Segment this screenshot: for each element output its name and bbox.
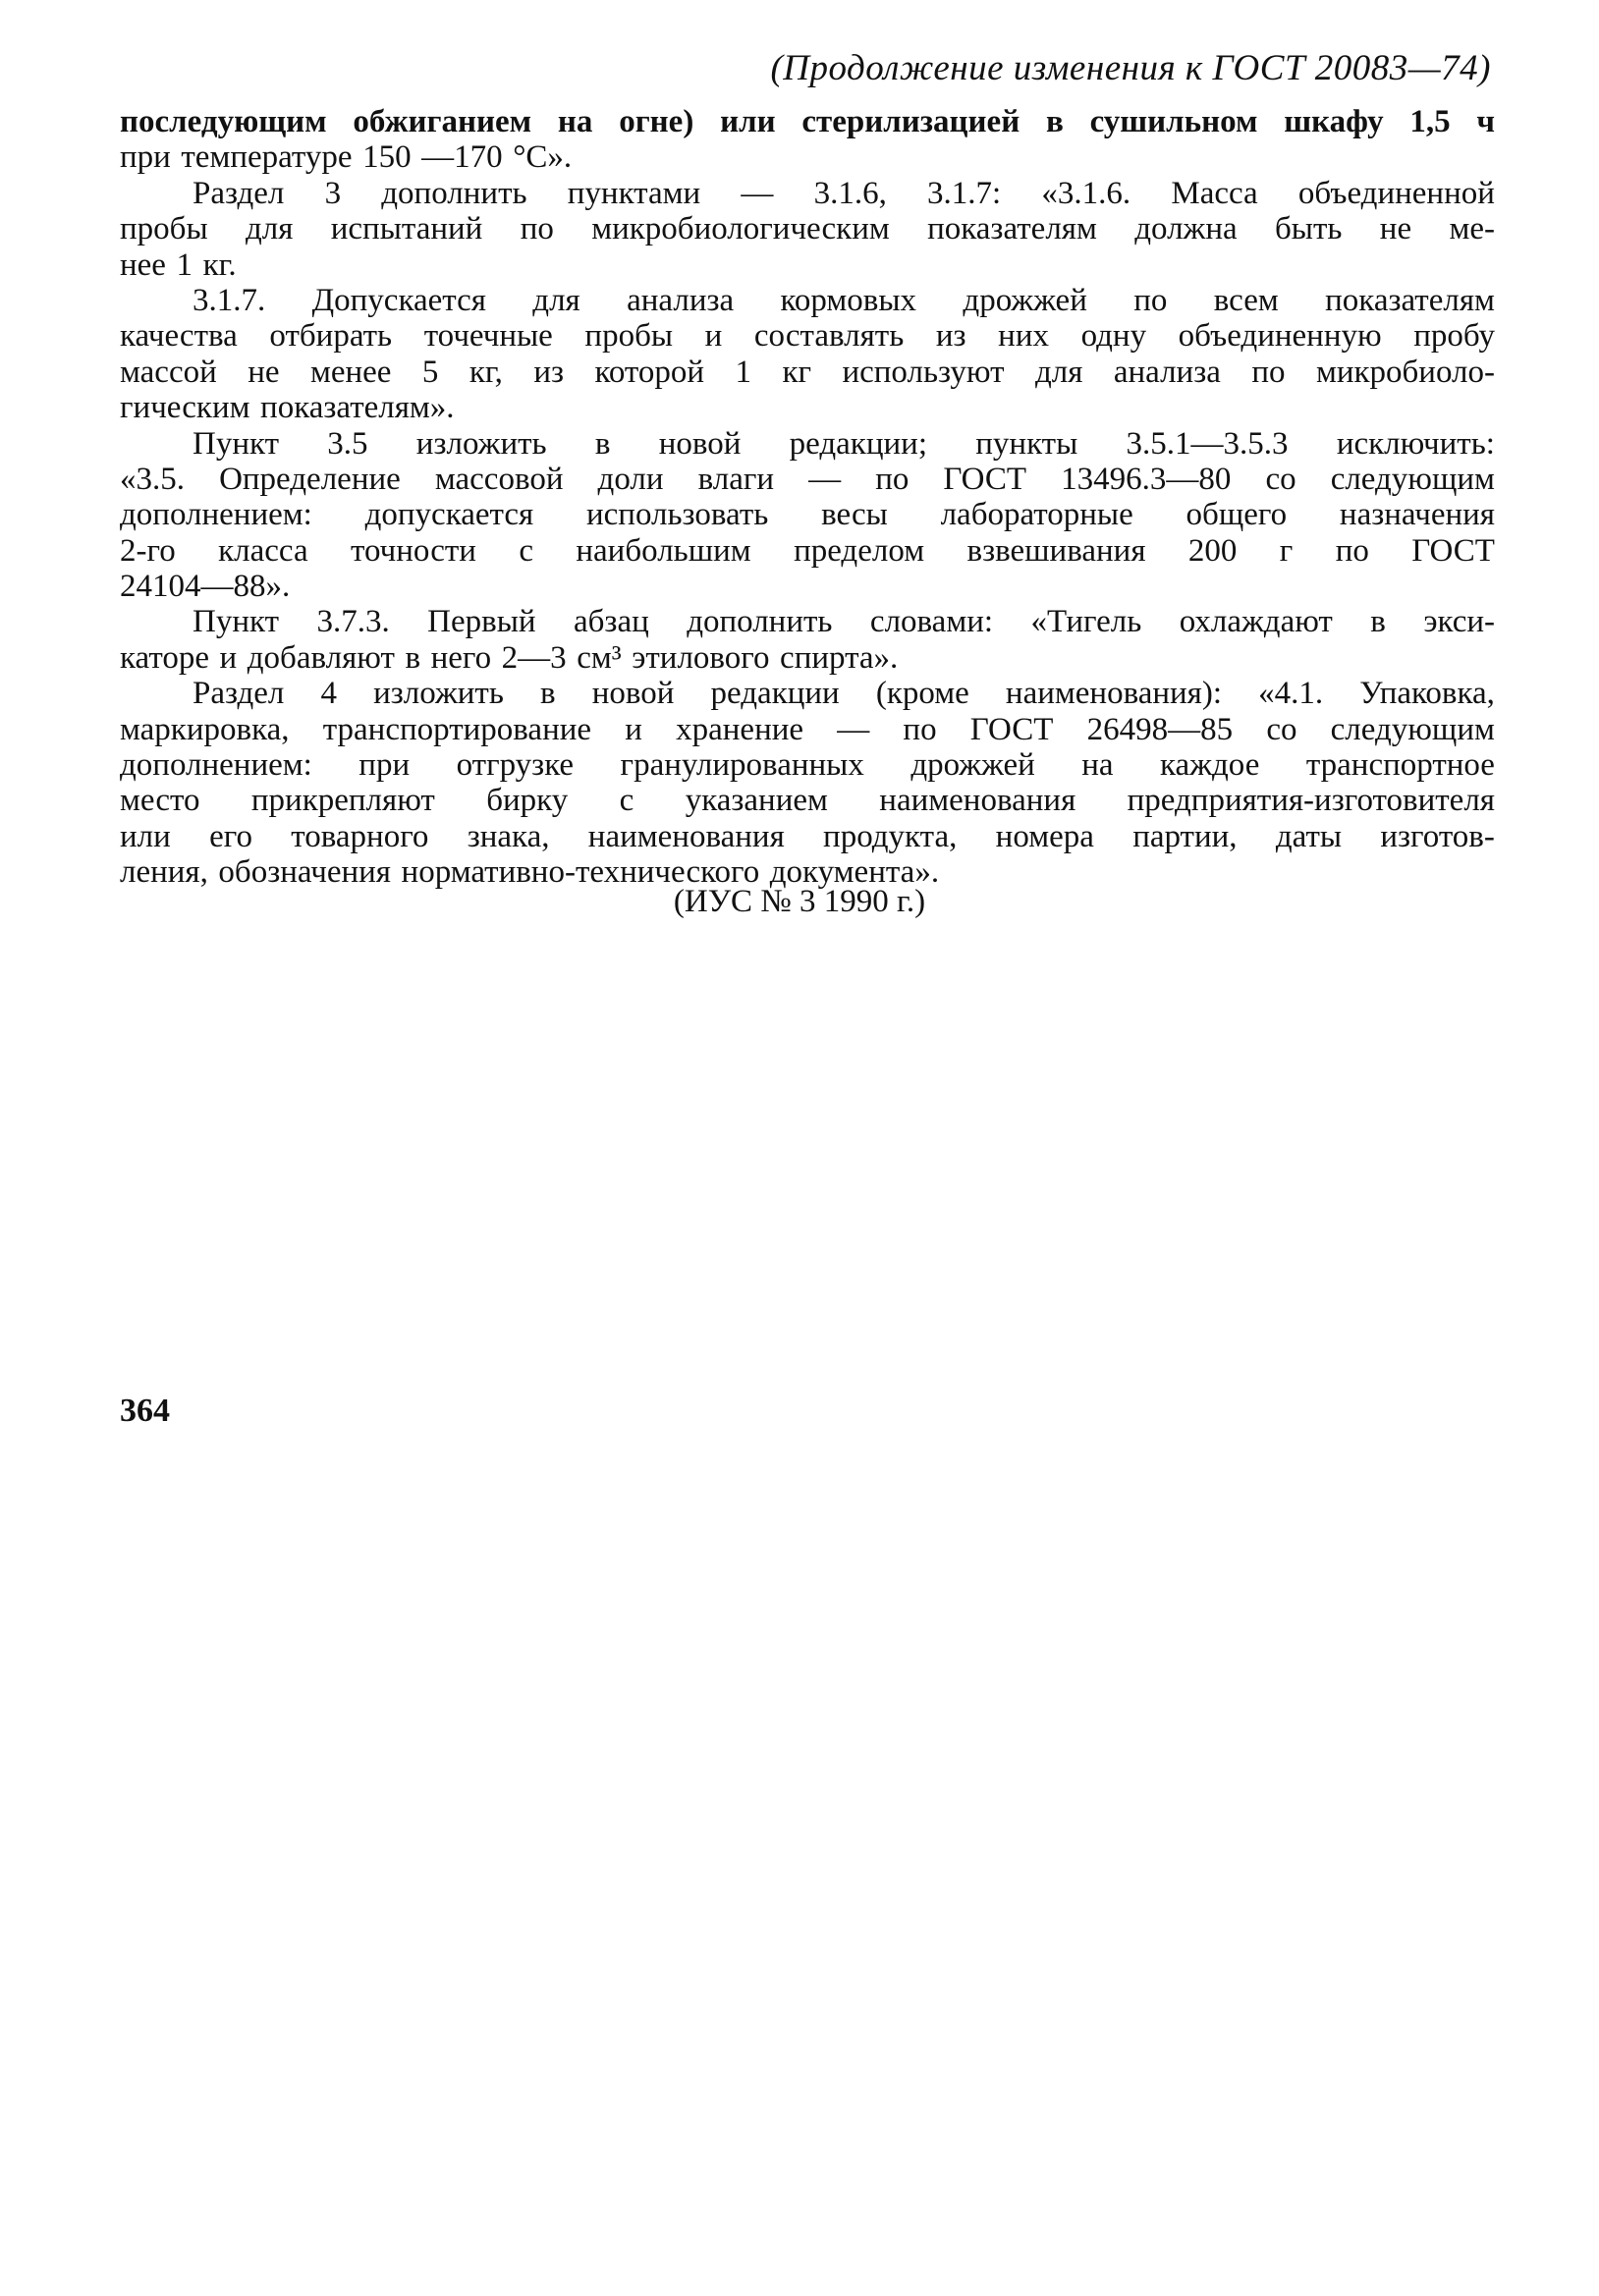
word: отгрузке: [456, 747, 575, 784]
word: и: [704, 318, 723, 355]
word: 3.1.7:: [927, 175, 1002, 211]
text-line: [120, 819, 1495, 854]
word: со: [1265, 461, 1296, 497]
word: наименования):: [1005, 676, 1223, 712]
word: его: [209, 818, 252, 854]
word: влаги: [697, 461, 775, 497]
word: 1: [735, 354, 752, 390]
text-line: [120, 355, 1495, 390]
word: доли: [597, 461, 664, 497]
word: место: [120, 783, 200, 819]
word: в: [1045, 104, 1064, 139]
word: бирку: [486, 783, 569, 819]
word: быть: [1275, 211, 1343, 247]
text-line: [120, 104, 1495, 139]
word: класса: [218, 532, 308, 569]
word: 200: [1187, 532, 1238, 569]
word: показателям: [1325, 282, 1495, 318]
word: точечные: [423, 318, 553, 355]
word: «3.5.: [120, 461, 185, 497]
word: дополнением:: [120, 497, 312, 533]
word: экси-: [1423, 604, 1495, 640]
word: обозначения: [218, 854, 391, 891]
word: и: [625, 711, 642, 747]
publication-reference: (ИУС № 3 1990 г.): [673, 884, 926, 919]
word: кг: [782, 354, 812, 390]
word: добавляют: [247, 639, 395, 676]
word: стерилизацией: [801, 104, 1020, 139]
word: температуре: [181, 139, 353, 176]
word: 1,5: [1409, 104, 1451, 139]
word: использовать: [585, 497, 769, 533]
word: показателям: [927, 211, 1097, 247]
word: одну: [1080, 318, 1147, 355]
word: для: [245, 211, 294, 247]
word: ГОСТ: [1411, 532, 1495, 569]
word: см³: [577, 639, 622, 676]
word: массой: [120, 354, 217, 390]
word: 3.5: [327, 425, 368, 462]
word: номера: [995, 818, 1094, 854]
word: документа».: [769, 854, 940, 891]
word: обжиганием: [353, 104, 532, 139]
word: составлять: [753, 318, 905, 355]
word: дрожжей: [963, 282, 1087, 318]
word: огне): [619, 104, 694, 139]
word: допускается: [364, 497, 534, 533]
word: 3: [324, 175, 342, 211]
word: на: [1081, 747, 1114, 784]
word: следующим: [1330, 711, 1495, 747]
word: в: [1370, 604, 1386, 640]
text-line: [120, 497, 1495, 532]
word: по: [1251, 354, 1286, 390]
word: «3.1.6.: [1041, 175, 1131, 211]
word: лабораторные: [940, 497, 1133, 533]
word: 24104—88».: [120, 569, 291, 605]
word: используют: [842, 354, 1005, 390]
word: шкафу: [1284, 104, 1384, 139]
word: пробы: [120, 211, 208, 247]
word: или: [120, 818, 171, 854]
word: при: [120, 139, 171, 176]
word: —: [741, 175, 774, 211]
word: указанием: [685, 783, 828, 819]
word: изложить: [415, 425, 547, 462]
word: 3.1.6,: [813, 175, 887, 211]
word: на: [557, 104, 593, 139]
word: кормовых: [780, 282, 917, 318]
text-line: [120, 318, 1495, 354]
word: с: [519, 532, 533, 569]
word: дрожжей: [910, 747, 1035, 784]
word: Масса: [1171, 175, 1258, 211]
word: знака,: [467, 818, 550, 854]
word: которой: [594, 354, 705, 390]
word: 150: [362, 139, 412, 176]
word: Упаковка,: [1359, 676, 1495, 712]
word: гическим: [120, 390, 250, 426]
word: дополнить: [687, 604, 833, 640]
word: спирта».: [780, 639, 899, 676]
word: даты: [1275, 818, 1343, 854]
word: продукта,: [823, 818, 958, 854]
word: 4: [320, 676, 337, 712]
word: «Тигель: [1030, 604, 1142, 640]
word: из: [935, 318, 966, 355]
word: массовой: [434, 461, 564, 497]
word: анализа: [627, 282, 735, 318]
word: последующим: [120, 104, 327, 139]
text-line: [120, 604, 1495, 639]
word: испытаний: [330, 211, 483, 247]
word: не: [1379, 211, 1412, 247]
word: прикрепляют: [250, 783, 435, 819]
word: показателям».: [260, 390, 455, 426]
word: 1: [176, 246, 193, 283]
word: для: [532, 282, 580, 318]
word: редакции: [710, 676, 840, 712]
word: °С».: [513, 139, 573, 176]
text-line: [120, 712, 1495, 747]
word: изготов-: [1380, 818, 1495, 854]
word: пробу: [1413, 318, 1495, 355]
word: при: [358, 747, 411, 784]
word: ГОСТ: [943, 461, 1027, 497]
text-line: [120, 569, 1495, 604]
word: Первый: [427, 604, 536, 640]
word: пункты: [975, 425, 1078, 462]
word: предприятия-изготовителя: [1127, 783, 1495, 819]
word: абзац: [573, 604, 649, 640]
word: транспортное: [1305, 747, 1495, 784]
word: 13496.3—80: [1061, 461, 1232, 497]
word: товарного: [291, 818, 429, 854]
word: назначения: [1339, 497, 1495, 533]
word: по: [1133, 282, 1168, 318]
word: в: [540, 676, 556, 712]
body-text: [120, 104, 1495, 891]
word: из: [533, 354, 565, 390]
word: ч: [1476, 104, 1495, 139]
word: изложить: [373, 676, 504, 712]
word: пунктами: [567, 175, 701, 211]
word: этилового: [632, 639, 770, 676]
word: Пункт: [193, 425, 280, 462]
word: не: [248, 354, 280, 390]
word: анализа: [1113, 354, 1221, 390]
word: кг.: [202, 246, 237, 283]
word: отбирать: [269, 318, 393, 355]
word: в: [594, 425, 611, 462]
word: следующим: [1330, 461, 1495, 497]
word: весы: [821, 497, 888, 533]
word: должна: [1134, 211, 1238, 247]
word: по: [1335, 532, 1369, 569]
word: 2-го: [120, 532, 176, 569]
page-number: 364: [120, 1393, 170, 1429]
word: по: [903, 711, 937, 747]
word: в: [405, 639, 421, 676]
text-line: [120, 640, 1495, 676]
word: новой: [591, 676, 675, 712]
word: транспортирование: [322, 711, 592, 747]
word: микробиологическим: [591, 211, 890, 247]
word: 2—3: [501, 639, 567, 676]
word: общего: [1185, 497, 1288, 533]
word: менее: [309, 354, 392, 390]
text-line: [120, 533, 1495, 569]
text-line: [120, 139, 1495, 175]
word: наибольшим: [576, 532, 751, 569]
word: них: [998, 318, 1049, 355]
word: ме-: [1449, 211, 1495, 247]
running-head: (Продолжение изменения к ГОСТ 20083—74): [770, 48, 1491, 88]
word: дополнить: [381, 175, 527, 211]
text-line: [120, 747, 1495, 783]
word: объединенной: [1297, 175, 1495, 211]
word: 3.1.7.: [193, 282, 266, 318]
word: ГОСТ: [969, 711, 1054, 747]
word: исключить:: [1336, 425, 1495, 462]
word: каторе: [120, 639, 209, 676]
word: —: [837, 711, 870, 747]
text-line: [120, 426, 1495, 462]
word: объединенную: [1178, 318, 1382, 355]
word: наименования: [587, 818, 785, 854]
word: 26498—85: [1086, 711, 1234, 747]
word: и: [219, 639, 238, 676]
word: —170: [421, 139, 503, 176]
word: всем: [1213, 282, 1279, 318]
word: редакции;: [789, 425, 927, 462]
text-line: [120, 783, 1495, 818]
text-line: [120, 211, 1495, 246]
word: с: [619, 783, 634, 819]
word: «4.1.: [1258, 676, 1324, 712]
word: нее: [120, 246, 166, 283]
word: со: [1266, 711, 1297, 747]
word: точности: [350, 532, 476, 569]
word: 3.5.1—3.5.3: [1126, 425, 1289, 462]
text-line: [120, 390, 1495, 425]
word: охлаждают: [1179, 604, 1333, 640]
word: —: [808, 461, 842, 497]
word: Определение: [219, 461, 401, 497]
word: Раздел: [193, 175, 285, 211]
word: Пункт: [193, 604, 280, 640]
word: по: [875, 461, 910, 497]
word: хранение: [676, 711, 804, 747]
word: Допускается: [311, 282, 486, 318]
word: нормативно-технического: [401, 854, 760, 891]
text-line: [120, 176, 1495, 211]
text-line: [120, 462, 1495, 497]
word: г: [1279, 532, 1294, 569]
word: микробиоло-: [1315, 354, 1495, 390]
word: 5: [421, 354, 439, 390]
word: пробы: [584, 318, 674, 355]
word: 3.7.3.: [316, 604, 390, 640]
word: качества: [120, 318, 238, 355]
word: сушильном: [1089, 104, 1258, 139]
word: гранулированных: [620, 747, 864, 784]
word: партии,: [1132, 818, 1238, 854]
text-line: [120, 247, 1495, 283]
word: ления,: [120, 854, 208, 891]
word: для: [1034, 354, 1083, 390]
word: наименования: [879, 783, 1076, 819]
word: него: [430, 639, 492, 676]
word: новой: [658, 425, 742, 462]
text-line: [120, 283, 1495, 318]
word: маркировка,: [120, 711, 290, 747]
word: или: [720, 104, 776, 139]
word: по: [520, 211, 554, 247]
word: Раздел: [193, 676, 285, 712]
word: каждое: [1160, 747, 1260, 784]
word: (кроме: [875, 676, 969, 712]
text-line: [120, 676, 1495, 711]
word: кг,: [469, 354, 503, 390]
word: дополнением:: [120, 747, 312, 784]
word: пределом: [794, 532, 925, 569]
word: словами:: [869, 604, 994, 640]
word: взвешивания: [966, 532, 1146, 569]
